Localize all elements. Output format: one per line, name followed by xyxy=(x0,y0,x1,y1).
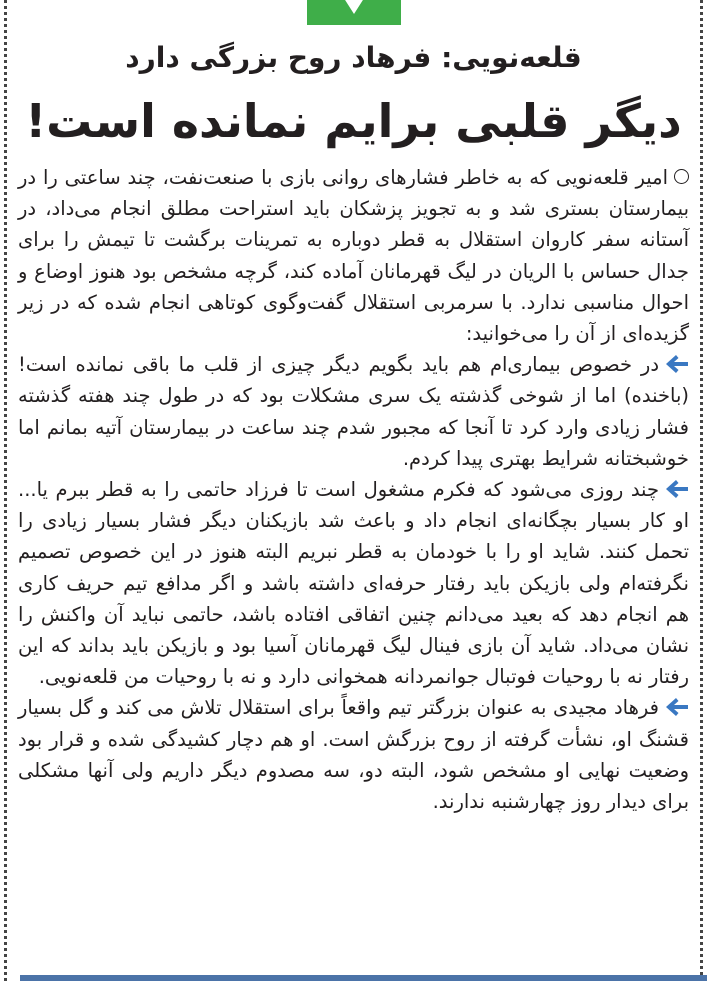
left-arrow-icon xyxy=(665,354,689,374)
footer-divider-bar xyxy=(20,975,707,981)
article-paragraph xyxy=(18,474,689,692)
article-intro-paragraph xyxy=(18,162,689,349)
left-arrow-icon xyxy=(665,479,689,499)
hollow-circle-icon xyxy=(674,169,689,184)
dotted-border-right xyxy=(700,0,703,981)
article-kicker: قلعه‌نویی: فرهاد روح بزرگی دارد xyxy=(125,41,582,74)
paragraph-text: چند روزی می‌شود که فکرم مشغول است تا فرزاد حاتمی را به قطر ببرم یا... او کار بسیار بچگانه‌ای انجام داد و باعث شد بازیکنان دیگر فشار بسیار زیادی را تحمل کنند. شاید او را با خودمان به قطر نبریم البته هنوز در این خصوص تصمیم نگرفته‌ام ولی بازیکن باید رفتار حرفه‌ای داشته باشد و اگر مدافع تیم حریف کاری هم انجام دهد که بعید می‌دانم چنین اتفاقی افتاده باشد، حاتمی نباید آن واکنش را نشان می‌داد. شاید آن بازی فینال لیگ قهرمانان آسیا بود و بازیکن باید بداند که این رفتار نه با روحیات فوتبال جوانمردانه همخوانی دارد و نه با روحیات من قلعه‌نویی. xyxy=(18,478,689,689)
article-paragraph xyxy=(18,349,689,474)
paragraph-text: فرهاد مجیدی به عنوان بزرگتر تیم واقعاً برای استقلال تلاش می کند و گل بسیار قشنگ او، نشأت گرفته از روح بزرگش است. او هم دچار کشیدگی شده و قرار بود وضعیت نهایی او مشخص شود، البته دو، سه مصدوم دیگر داریم ولی آنها مشکلی برای دیدار روز چهارشنبه ندارند. xyxy=(18,696,689,814)
article-headline: دیگر قلبی برایم نمانده است! xyxy=(25,94,682,148)
paragraph-text: در خصوص بیماری‌ام هم باید بگویم دیگر چیزی از قلب ما باقی نمانده است! (باخنده) اما از شوخی گذشته یک سری مشکلات بود که در طول چند هفته گذشته فشار زیادی وارد کرد تا آنجا که مجبور شدم چند ساعت در بیمارستان آتیه بمانم اما خوشبختانه شرایط بهتری پیدا کردم. xyxy=(18,353,689,470)
section-marker-chevron-icon xyxy=(307,0,401,25)
article-paragraph xyxy=(18,692,689,817)
article-body xyxy=(18,162,689,817)
dotted-border-left xyxy=(4,0,7,981)
intro-text: امیر قلعه‌نویی که به خاطر فشارهای روانی بازی با صنعت‌نفت، چند ساعتی را در بیمارستان بستری شد و به تجویز پزشکان باید استراحت مطلق انجام می‌داد، در آستانه سفر کاروان استقلال به قطر دوباره به تمرینات برگشت تا تیمش را برای جدال حساس با الریان در لیگ قهرمانان آماده کند، گرچه مشخص بود هنوز اوضاع و احوال مناسبی ندارد. با سرمربی استقلال گفت‌وگوی کوتاهی انجام شده که در زیر گزیده‌ای از آن را می‌خوانید: xyxy=(18,166,689,346)
left-arrow-icon xyxy=(665,697,689,717)
